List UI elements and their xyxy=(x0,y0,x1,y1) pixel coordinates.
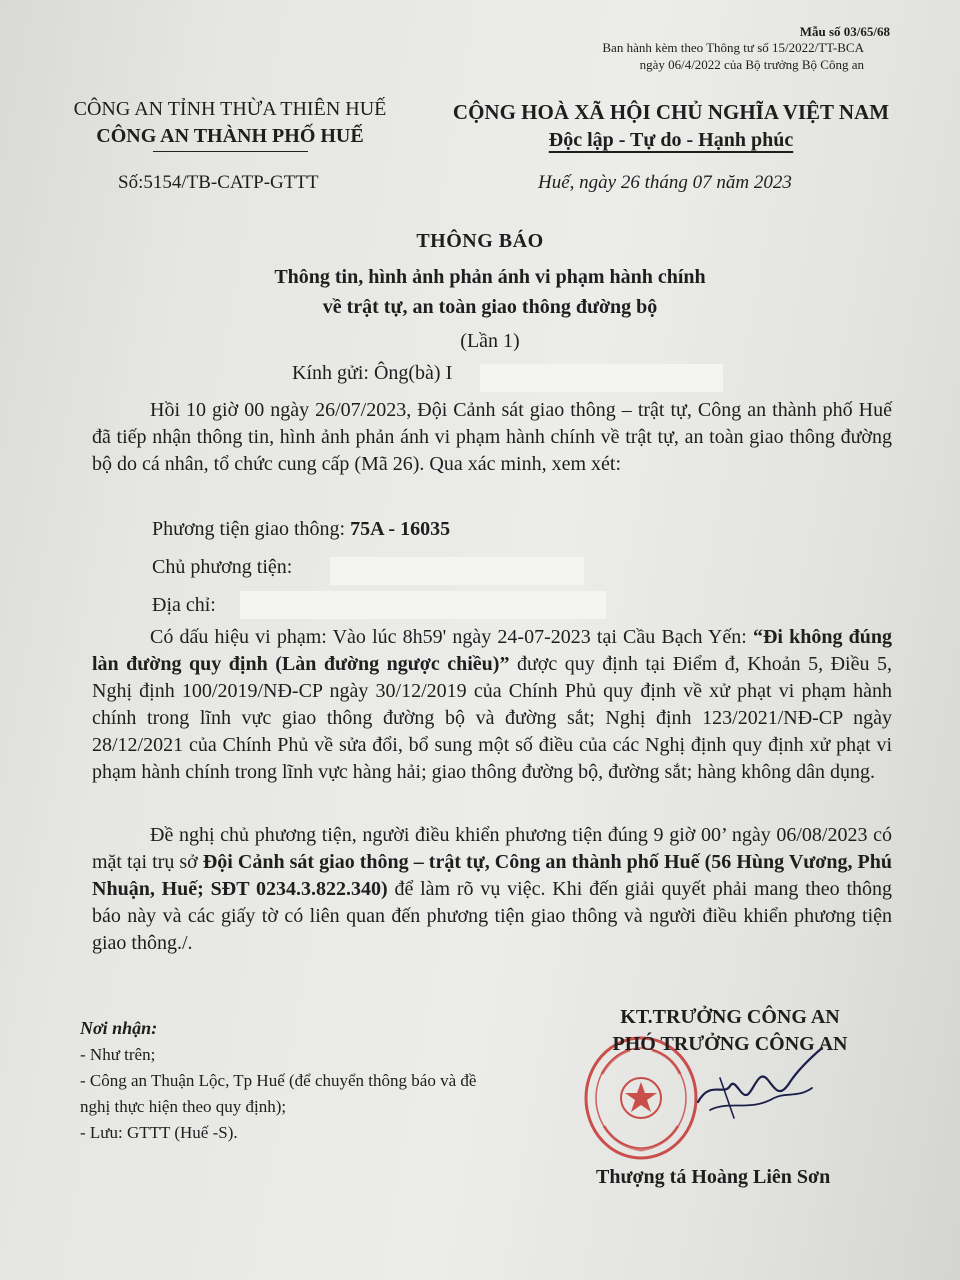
document-subtitle xyxy=(0,262,960,322)
date-line: Huế, ngày 26 tháng 07 năm 2023 xyxy=(538,172,792,193)
attempt-number: (Lần 1) xyxy=(460,330,520,352)
request-prefix: Đề nghị chủ phương tiện, người điều khiển phương tiện đúng 9 giờ 00’ ngày 06/08/2023 có mặt tại trụ sở xyxy=(92,824,892,873)
vehicle-plate: 75A - 16035 xyxy=(350,518,451,540)
agency-header xyxy=(40,96,420,152)
address-label: Địa chỉ: xyxy=(152,594,216,616)
signatory-title xyxy=(580,1004,880,1058)
recipients-list xyxy=(80,1042,510,1146)
violation-legal-basis: được quy định tại Điểm đ, Khoản 5, Điều 5, Nghị định 100/2019/NĐ-CP ngày 30/12/2019 của Chính Phủ quy định về xử phạt vi phạm hành chính trong lĩnh vực giao thông đường bộ và đường sắt; Nghị định 123/2021/NĐ-CP ngày 28/12/2021 của Chính Phủ về sửa đổi, bổ sung một số điều của các Nghị định quy định xử phạt vi phạm hành chính trong lĩnh vực hàng hải; giao thông đường bộ, đường sắt; hàng không dân dụng. xyxy=(92,653,892,783)
document-title: THÔNG BÁO xyxy=(416,230,544,252)
recipient-item: - Công an Thuận Lộc, Tp Huế (để chuyển thông báo và đề nghị thực hiện theo quy định); xyxy=(80,1071,477,1116)
owner-field xyxy=(152,556,292,579)
address-field xyxy=(152,594,216,617)
recipient-item: - Như trên; xyxy=(80,1045,156,1064)
owner-label: Chủ phương tiện: xyxy=(152,556,293,578)
agency-name: CÔNG AN THÀNH PHỐ HUẾ xyxy=(96,125,364,147)
vehicle-label: Phương tiện giao thông: xyxy=(152,518,351,540)
violation-description: “Đi không đúng làn đường quy định (Làn đường ngược chiều)” xyxy=(92,626,892,675)
recipients-heading: Nơi nhận: xyxy=(80,1018,158,1038)
recipient-item: - Lưu: GTTT (Huế -S). xyxy=(80,1123,238,1142)
country-name: CỘNG HOÀ XÃ HỘI CHỦ NGHĨA VIỆT NAM xyxy=(452,100,890,124)
violation-prefix: Có dấu hiệu vi phạm: Vào lúc 8h59' ngày 24-07-2023 tại Cầu Bạch Yến: xyxy=(150,626,753,648)
issuance-note xyxy=(602,39,864,73)
request-suffix: để làm rõ vụ việc. Khi đến giải quyết phải mang theo thông báo này và các giấy tờ có liên quan đến phương tiện giao thông và người điều khiển phương tiện giao thông./. xyxy=(92,878,893,954)
agency-parent: CÔNG AN TỈNH THỪA THIÊN HUẾ xyxy=(73,98,387,120)
vehicle-field xyxy=(152,518,450,541)
signatory-title-line-1: KT.TRƯỞNG CÔNG AN xyxy=(620,1006,840,1028)
signatory-name: Thượng tá Hoàng Liên Sơn xyxy=(596,1166,831,1188)
redaction-address xyxy=(240,591,606,619)
national-header xyxy=(432,98,910,154)
recipient-line: Kính gửi: Ông(bà) I xyxy=(292,362,453,384)
issuance-line-1: Ban hành kèm theo Thông tư số 15/2022/TT-BCA xyxy=(602,40,864,55)
redaction-recipient xyxy=(480,364,723,392)
document-number: Số:5154/TB-CATP-GTTT xyxy=(118,172,319,193)
request-paragraph xyxy=(92,822,892,957)
form-code: Mẫu số 03/65/68 xyxy=(799,24,890,39)
request-location: Đội Cảnh sát giao thông – trật tự, Công an thành phố Huế (56 Hùng Vương, Phú Nhuận, Huế; SĐT 0234.3.822.340) xyxy=(92,851,892,900)
violation-paragraph xyxy=(92,624,892,786)
subtitle-line-2: về trật tự, an toàn giao thông đường bộ xyxy=(322,296,658,318)
subtitle-line-1: Thông tin, hình ảnh phản ánh vi phạm hành chính xyxy=(274,266,706,288)
intro-paragraph: Hồi 10 giờ 00 ngày 26/07/2023, Đội Cảnh sát giao thông – trật tự, Công an thành phố Huế đã tiếp nhận thông tin, hình ảnh phản ánh vi phạm hành chính về trật tự, an toàn giao thông đường bộ do cá nhân, tổ chức cung cấp (Mã 26). Qua xác minh, xem xét: xyxy=(92,399,892,475)
issuance-line-2: ngày 06/4/2022 của Bộ trưởng Bộ Công an xyxy=(639,57,864,72)
signatory-title-line-2: PHÓ TRƯỞNG CÔNG AN xyxy=(612,1033,848,1055)
agency-underline xyxy=(153,151,308,152)
national-motto: Độc lập - Tự do - Hạnh phúc xyxy=(548,129,794,151)
redaction-owner xyxy=(330,557,584,585)
